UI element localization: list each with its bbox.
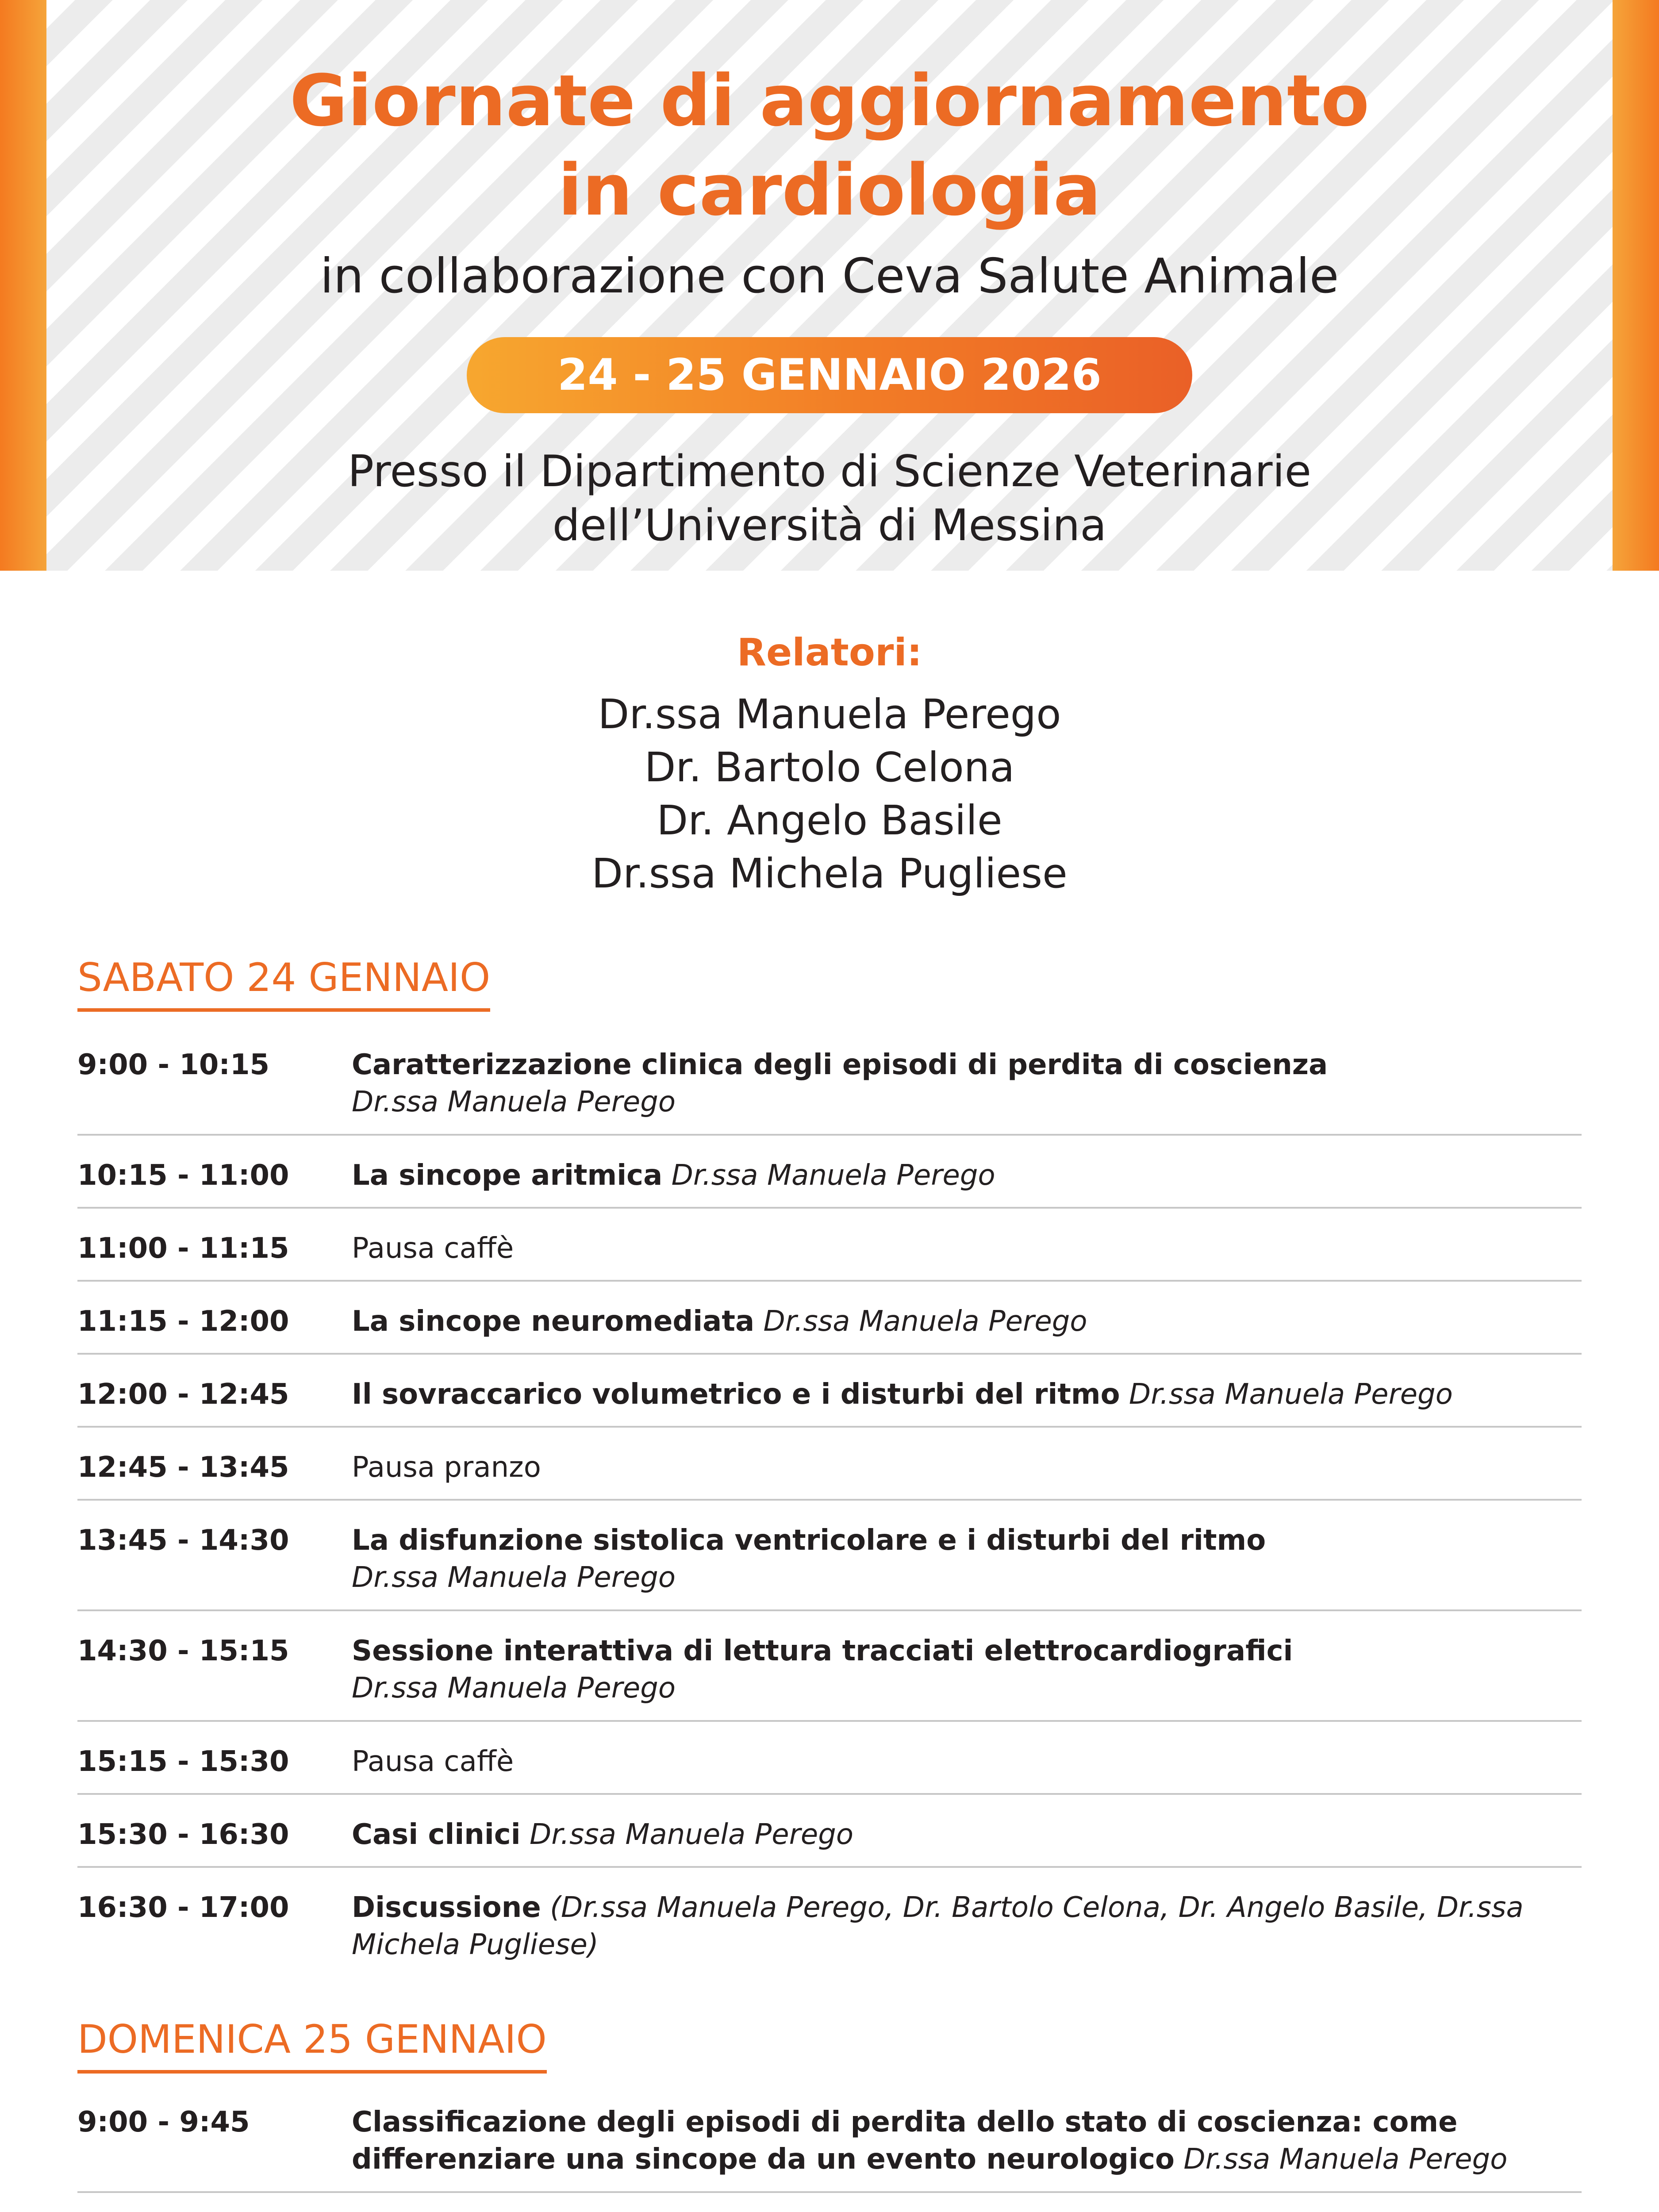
session-description	[352, 1889, 1582, 1963]
venue-line2: dell’Università di Messina	[552, 500, 1107, 551]
session-description	[352, 1816, 1582, 1853]
session-title: Pausa pranzo	[352, 1451, 541, 1484]
schedule-row	[77, 2104, 1582, 2193]
session-time: 10:15 - 11:00	[77, 1159, 289, 1192]
session-time: 9:00 - 10:15	[77, 1048, 270, 1081]
schedule-row	[77, 1632, 1582, 1722]
schedule-row	[77, 1816, 1582, 1868]
event-title-line2: in cardiologia	[558, 149, 1101, 231]
session-description	[352, 1449, 1582, 1486]
schedule-row	[77, 1522, 1582, 1611]
day-heading-sunday: DOMENICA 25 GENNAIO	[77, 2015, 547, 2074]
session-description	[352, 1157, 1582, 1194]
session-time: 9:00 - 9:45	[77, 2106, 250, 2139]
session-speaker: Dr.ssa Manuela Perego	[530, 1818, 854, 1851]
session-time: 11:15 - 12:00	[77, 1305, 289, 1338]
session-time: 11:00 - 11:15	[77, 1232, 289, 1265]
session-title: Sessione interattiva di lettura tracciati elettrocardiografici	[352, 1635, 1293, 1667]
session-description	[352, 1632, 1582, 1707]
event-subtitle: in collaborazione con Ceva Salute Animale	[320, 249, 1339, 304]
schedule-row	[77, 1303, 1582, 1355]
session-time: 14:30 - 15:15	[77, 1635, 289, 1667]
session-description	[352, 1303, 1582, 1340]
session-speaker: (Dr.ssa Manuela Perego, Dr. Bartolo Celona, Dr. Angelo Basile, Dr.ssa Michela Pugliese)	[352, 1891, 1524, 1961]
session-title: La sincope neuromediata	[352, 1305, 755, 1338]
session-time: 12:00 - 12:45	[77, 1378, 289, 1411]
schedule-row	[77, 1743, 1582, 1795]
session-title: La disfunzione sistolica ventricolare e i disturbi del ritmo	[352, 1524, 1266, 1557]
session-speaker: Dr.ssa Manuela Perego	[1129, 1378, 1453, 1411]
session-time: 16:30 - 17:00	[77, 1891, 289, 1924]
session-description	[352, 1522, 1582, 1596]
event-date-badge: 24 - 25 GENNAIO 2026	[467, 337, 1192, 413]
schedule-row	[77, 1230, 1582, 1282]
speakers-label: Relatori:	[737, 630, 922, 675]
session-title: Pausa caffè	[352, 1745, 514, 1778]
session-title: Discussione	[352, 1891, 541, 1924]
speaker-name: Dr. Angelo Basile	[657, 797, 1002, 844]
session-title: Classificazione degli episodi di perdita dello stato di coscienza: come differenziare una sincope da un evento neurologico	[352, 2106, 1458, 2176]
session-speaker: Dr.ssa Manuela Perego	[763, 1305, 1087, 1338]
session-description	[352, 1046, 1582, 1121]
session-title: Il sovraccarico volumetrico e i disturbi del ritmo	[352, 1378, 1120, 1411]
session-speaker: Dr.ssa Manuela Perego	[1183, 2143, 1508, 2176]
session-time: 13:45 - 14:30	[77, 1524, 289, 1557]
schedule-row	[77, 1157, 1582, 1209]
session-title: Caratterizzazione clinica degli episodi di perdita di coscienza	[352, 1048, 1328, 1081]
session-speaker: Dr.ssa Manuela Perego	[352, 1086, 676, 1118]
header-banner	[0, 0, 1659, 571]
session-time: 12:45 - 13:45	[77, 1451, 289, 1484]
session-description	[352, 1376, 1582, 1413]
schedule-row	[77, 1046, 1582, 1136]
venue-line1: Presso il Dipartimento di Scienze Veterinarie	[347, 446, 1312, 497]
schedule-row	[77, 1376, 1582, 1428]
session-title: Casi clinici	[352, 1818, 521, 1851]
event-title-line1: Giornate di aggiornamento	[289, 59, 1370, 142]
session-description	[352, 1743, 1582, 1780]
session-time: 15:15 - 15:30	[77, 1745, 289, 1778]
day-heading-saturday: SABATO 24 GENNAIO	[77, 953, 490, 1012]
schedule-row	[77, 1889, 1582, 1977]
session-title: La sincope aritmica	[352, 1159, 663, 1192]
session-speaker: Dr.ssa Manuela Perego	[671, 1159, 995, 1192]
speaker-name: Dr.ssa Manuela Perego	[598, 691, 1061, 738]
session-time: 15:30 - 16:30	[77, 1818, 289, 1851]
session-description	[352, 2104, 1582, 2178]
session-description	[352, 1230, 1582, 1267]
session-speaker: Dr.ssa Manuela Perego	[352, 1672, 676, 1705]
session-title: Pausa caffè	[352, 1232, 514, 1265]
session-speaker: Dr.ssa Manuela Perego	[352, 1561, 676, 1594]
speaker-name: Dr.ssa Michela Pugliese	[591, 850, 1068, 897]
speaker-name: Dr. Bartolo Celona	[644, 744, 1015, 791]
schedule-row	[77, 1449, 1582, 1501]
